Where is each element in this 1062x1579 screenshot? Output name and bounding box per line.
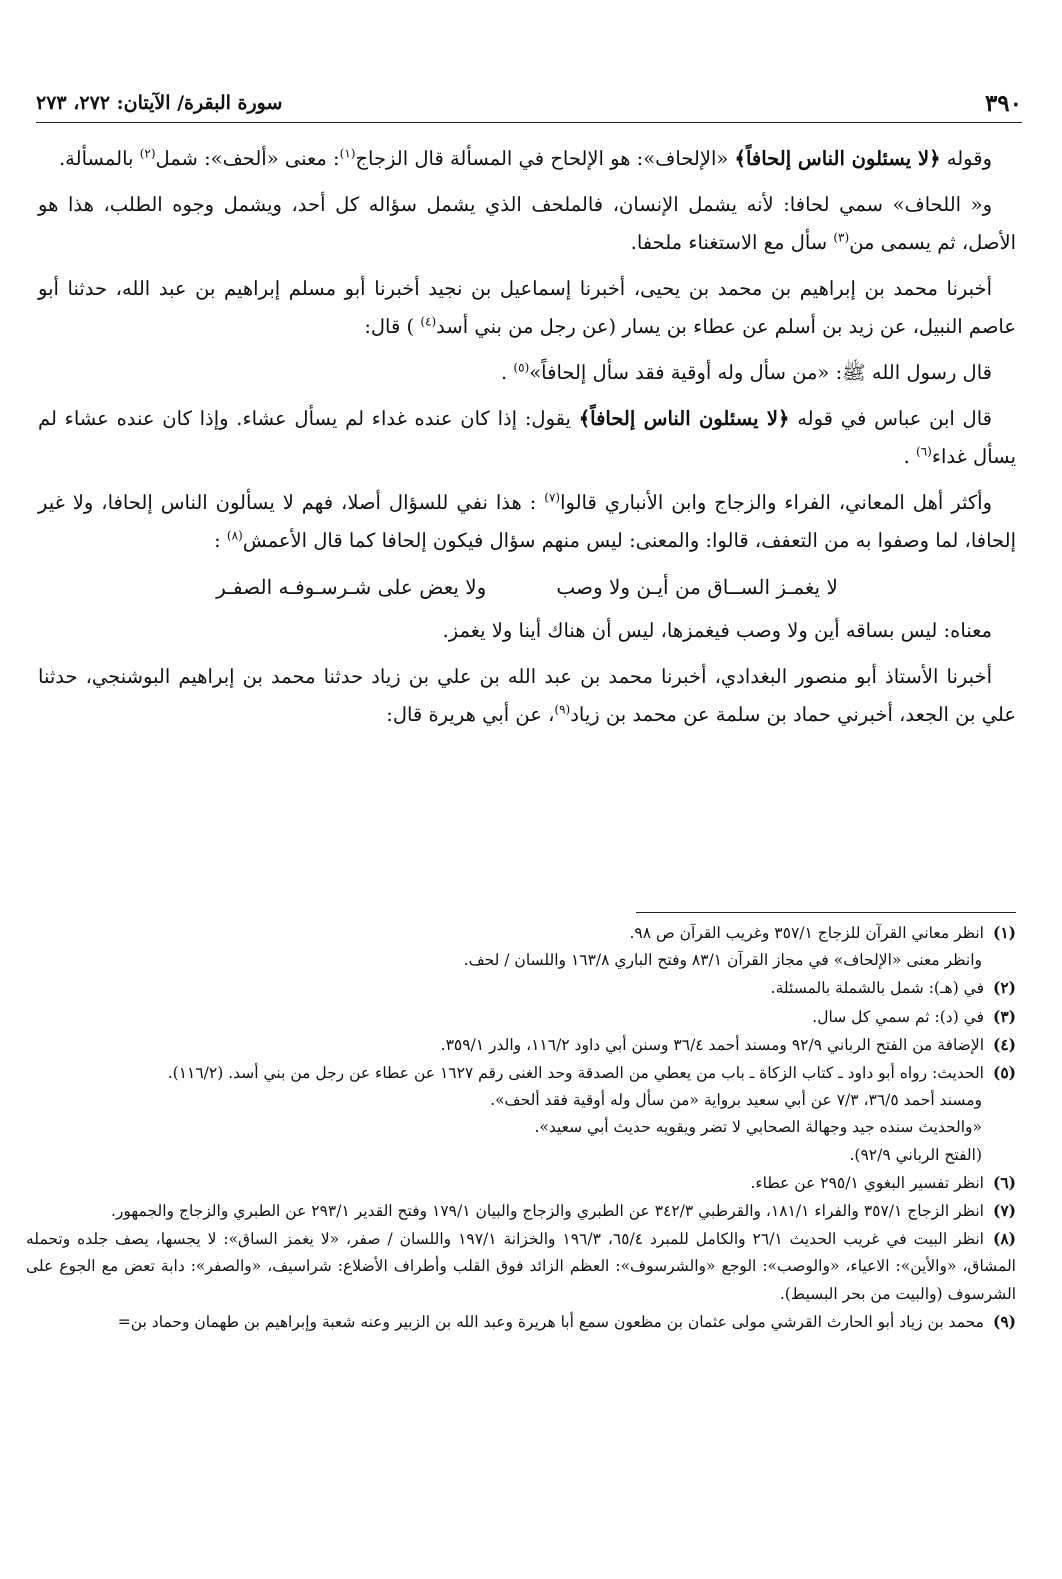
footnote-text: انظر تفسير البغوي ٢٩٥/١ عن عطاء. — [750, 1173, 984, 1192]
page-number: ٣٩٠ — [984, 90, 1022, 117]
footnote-text: انظر الزجاج ٣٥٧/١ والفراء ١٨١/١، والقرطبي ٣٤٢/٣ عن الطبري والزجاج والبيان ١٧٩/١ وفتح القدير ٢٩٣/١ عن الطبري والزجاج والجمهور. — [110, 1202, 984, 1221]
footnote-ref: (٦) — [916, 444, 932, 459]
text-run: ، عن أبي هريرة قال: — [386, 703, 555, 726]
quran-verse: ﴿لا يسئلون الناس إلحافاً﴾ — [578, 407, 790, 430]
main-text — [38, 140, 1016, 742]
text-run: . — [501, 361, 514, 384]
text-run: ) قال: — [364, 315, 421, 338]
text-run: معناه: ليس بساقه أين ولا وصب فيغمزها، ليس أن هناك أينا ولا يغمز. — [442, 619, 992, 642]
footnote-number: (٤) — [992, 1034, 1016, 1054]
footnote — [26, 1114, 1016, 1141]
text-run: قال ابن عباس في قوله — [789, 407, 992, 430]
poem-second-hemistich: ولا يعض على شـرسـوفـه الصفـر — [216, 575, 487, 599]
poem-verse — [38, 568, 1016, 606]
footnote-number: (٢) — [992, 978, 1016, 998]
paragraphs-after-poem — [38, 612, 1016, 734]
footnote — [26, 919, 1016, 947]
paragraph — [38, 354, 1016, 392]
footnote-divider — [636, 912, 1016, 913]
paragraph — [38, 400, 1016, 476]
text-run: أخبرنا الأستاذ أبو منصور البغدادي، أخبرنا محمد بن عبد الله بن علي بن زياد حدثنا محمد بن إبراهيم البوشنجي، حدثنا علي بن الجعد، أخبرني حماد بن سلمة عن محمد بن زياد — [38, 665, 1016, 726]
footnote-ref: (٥) — [513, 360, 530, 375]
footnote — [26, 1169, 1016, 1197]
page-header — [36, 88, 1022, 123]
footnote-text: في (هـ): شمل بالشملة بالمسئلة. — [770, 979, 984, 998]
footnote-number: (٩) — [992, 1311, 1016, 1331]
footnote — [26, 1225, 1016, 1308]
text-run: سأل مع الاستغناء ملحفا. — [630, 231, 834, 254]
text-run: . — [903, 445, 917, 468]
paragraphs-before-poem — [38, 140, 1016, 560]
footnote-number: (٦) — [992, 1172, 1016, 1192]
paragraph — [38, 270, 1016, 346]
paragraph — [38, 186, 1016, 262]
text-run: وقوله — [940, 147, 992, 170]
paragraph — [38, 658, 1016, 734]
text-run: أخبرنا محمد بن إبراهيم بن محمد بن يحيى، أخبرنا إسماعيل بن نجيد أخبرنا أبو مسلم إبراهيم بن عبد الله، حدثنا أبو عاصم النبيل، عن زيد بن أسلم عن عطاء بن يسار (عن رجل من بني أسد — [38, 277, 1016, 338]
footnote-ref: (٤) — [420, 314, 437, 329]
text-run: و« اللحاف» سمي لحافا: لأنه يشمل الإنسان، فالملحف الذي يشمل سؤاله كل أحد، ويشمل وجوه الطلب، هذا هو الأصل، ثم يسمى من — [38, 193, 1016, 254]
paragraph — [38, 140, 1016, 178]
text-run: بالمسألة. — [58, 147, 140, 170]
footnote — [26, 1308, 1016, 1336]
footnote-number: (٧) — [992, 1201, 1016, 1221]
text-run: قال رسول الله ﷺ: «من سأل وله أوقية فقد سأل إلحافاً» — [529, 361, 992, 384]
running-title: سورة البقرة/ الآيتان: ٢٧٢، ٢٧٣ — [36, 92, 283, 114]
text-run: : معنى «ألحف»: شمل — [155, 147, 340, 170]
footnote-ref: (٣) — [833, 230, 850, 245]
footnote-number: (٥) — [992, 1063, 1016, 1083]
footnote-ref: (١) — [339, 146, 356, 161]
footnote — [26, 1003, 1016, 1031]
footnote-text: انظر البيت في غريب الحديث ٢٦/١ والكامل للمبرد ٦٥/٤، ١٩٦/٣ والخزانة ١٩٧/١ واللسان / صفر، «لا يغمز الساق»: لا يجسها، يصف جلده وتحمله المشاق، «والأين»: الاعياء، «والوصب»: الوجع «والشرسوف»: العظم الزائد فوق القلب وأطراف الأضلاع: شراسيف، «والصفر»: دابة تعض مع الجوع على الشرسوف (والبيت من بحر البسيط). — [26, 1230, 1016, 1303]
footnote-ref: (٨) — [226, 528, 243, 543]
poem-first-hemistich: لا يغمـز الســاق من أيـن ولا وصب — [556, 575, 838, 599]
text-run: وأكثر أهل المعاني، الفراء والزجاج وابن الأنباري قالوا — [560, 491, 992, 514]
paragraph — [38, 612, 1016, 650]
footnote-list — [26, 919, 1016, 1336]
footnote-number: (٣) — [992, 1006, 1016, 1026]
footnote — [26, 1142, 1016, 1169]
footnote-ref: (٩) — [554, 702, 571, 717]
footnote — [26, 1087, 1016, 1114]
footnote — [26, 1197, 1016, 1225]
footnote-text: ومسند أحمد ٣٦/٥، ٧/٣ عن أبي سعيد برواية «من سأل وله أوقية فقد ألحف». — [490, 1091, 982, 1110]
footnote-text: الإضافة من الفتح الرباني ٩٢/٩ ومسند أحمد ٣٦/٤ وسنن أبي داود ١١٦/٢، والدر ٣٥٩/١. — [440, 1035, 984, 1054]
quran-verse: ﴿لا يسئلون الناس إلحافاً﴾ — [734, 147, 941, 170]
footnote-text: محمد بن زياد أبو الحارث القرشي مولى عثمان بن مظعون سمع أبا هريرة وعبد الله بن الزبير وعنه شعبة وإبراهيم بن طهمان وحماد بن= — [117, 1312, 984, 1331]
footnote-ref: (٢) — [139, 146, 156, 161]
footnote-text: انظر معاني القرآن للزجاج ٣٥٧/١ وغريب القرآن ص ٩٨. — [629, 924, 984, 942]
paragraph — [38, 484, 1016, 560]
footnote-text: الحديث: رواه أبو داود ـ كتاب الزكاة ـ باب من يعطي من الصدقة وحد الغنى رقم ١٦٢٧ عن عطاء عن رجل من بني أسد. (١١٦/٢). — [167, 1064, 984, 1083]
footnote-text: (الفتح الرباني ٩٢/٩). — [849, 1145, 982, 1164]
footnotes — [26, 912, 1016, 1336]
text-run: يقول: إذا كان عنده غداء لم يسأل عشاء. وإذا كان عنده عشاء لم يسأل غداء — [38, 407, 1016, 468]
footnote-text: «والحديث سنده جيد وجهالة الصحابي لا تضر ويقويه حديث أبي سعيد». — [534, 1118, 982, 1137]
footnote — [26, 1059, 1016, 1087]
text-run: : هذا نفي للسؤال أصلا، فهم لا يسألون الناس إلحافا، ولا غير إلحافا، لما وصفوا به من التعفف، قالوا: والمعنى: ليس منهم سؤال فيكون إلحافا كما قال الأعمش — [38, 491, 1016, 552]
footnote-text: وانظر معنى «الإلحاف» في مجاز القرآن ٨٣/١ وفتح الباري ١٦٣/٨ واللسان / لحف. — [463, 951, 982, 970]
footnote-text: في (د): ثم سمي كل سال. — [812, 1007, 984, 1026]
text-run: «الإلحاف»: هو الإلحاح في المسألة قال الزجاج — [355, 147, 735, 170]
footnote-ref: (٧) — [544, 490, 561, 505]
footnote-number: (١) — [992, 923, 1016, 942]
footnote-number: (٨) — [992, 1229, 1016, 1249]
text-run: : — [214, 529, 227, 552]
footnote — [26, 947, 1016, 974]
footnote — [26, 1031, 1016, 1059]
footnote — [26, 974, 1016, 1002]
